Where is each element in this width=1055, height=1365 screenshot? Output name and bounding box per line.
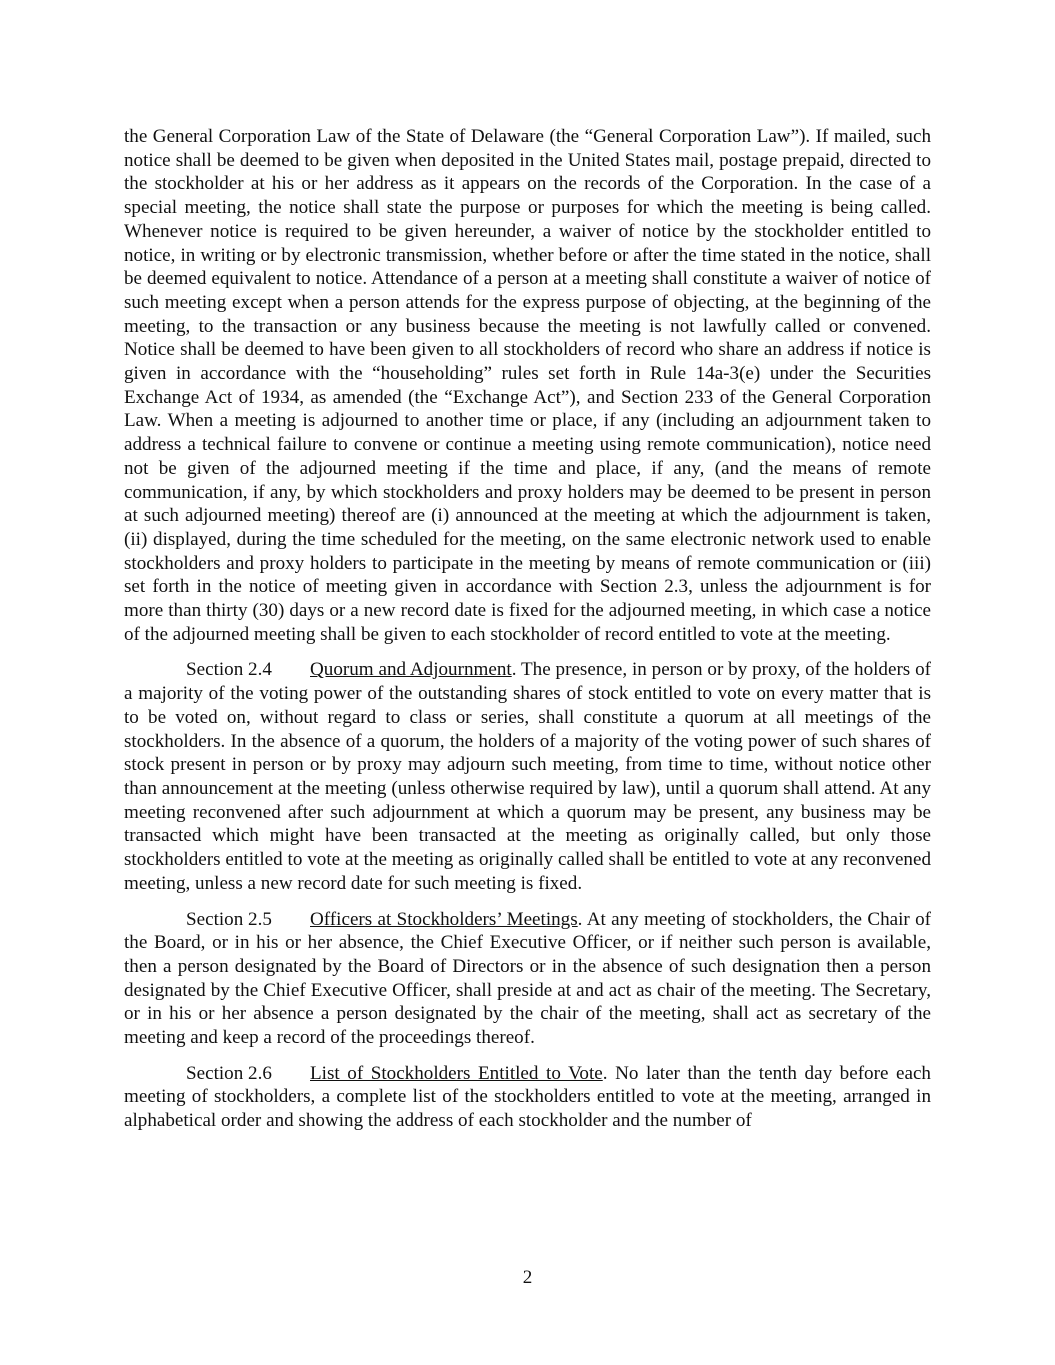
section-2-6-paragraph bbox=[124, 1062, 931, 1133]
section-number: Section 2.5 bbox=[186, 908, 272, 930]
section-title: List of Stockholders Entitled to Vote bbox=[310, 1062, 603, 1084]
section-number: Section 2.4 bbox=[186, 659, 272, 681]
section-body: . The presence, in person or by proxy, of the holders of a majority of the voting power of the outstanding shares of stock entitled to vote on every matter that is to be voted on, without regard to class or series, shall constitute a quorum at all meetings of the stockholders. In the absence of a quorum, the holders of a majority of the voting power of such shares of stock present in person or by proxy may adjourn such meeting, from time to time, without notice other than announcement at the meeting (unless otherwise required by law), until a quorum shall attend. At any meeting reconvened after such adjournment at which a quorum may be present, any business may be transacted which might have been transacted at the meeting as originally called, but only those stockholders entitled to vote at the meeting as originally called shall be entitled to vote at any reconvened meeting, unless a new record date for such meeting is fixed. bbox=[124, 659, 931, 894]
section-title: Quorum and Adjournment bbox=[310, 659, 512, 681]
section-body: . No later than the tenth day before each meeting of stockholders, a complete list of the stockholders entitled to vote at the meeting, arranged in alphabetical order and showing the address of each stockholder and the number of bbox=[124, 1062, 931, 1132]
section-number: Section 2.6 bbox=[186, 1062, 272, 1084]
page-number: 2 bbox=[522, 1267, 533, 1288]
section-body: . At any meeting of stockholders, the Chair of the Board, or in his or her absence, the Chief Executive Officer, or if neither such person is available, then a person designated by the Board of Directors or in the absence of such designation then a person designated by the Chief Executive Officer, shall preside at and act as chair of the meeting. The Secretary, or in his or her absence a person designated by the chair of the meeting, shall act as secretary of the meeting and keep a record of the proceedings thereof. bbox=[124, 908, 931, 1049]
section-2-4-paragraph bbox=[124, 658, 931, 895]
section-2-5-paragraph bbox=[124, 908, 931, 1050]
section-title: Officers at Stockholders’ Meetings bbox=[310, 908, 578, 930]
document-page bbox=[124, 125, 931, 1145]
continuation-paragraph: the General Corporation Law of the State of Delaware (the “General Corporation Law”). If mailed, such notice shall be deemed to be given when deposited in the United States mail, postage prepaid, directed to the stockholder at his or her address as it appears on the records of the Corporation. In the case of a special meeting, the notice shall state the purpose or purposes for which the meeting is being called. Whenever notice is required to be given hereunder, a waiver of notice by the stockholder entitled to notice, in writing or by electronic transmission, whether before or after the time stated in the notice, shall be deemed equivalent to notice. Attendance of a person at a meeting shall constitute a waiver of notice of such meeting except when a person attends for the express purpose of objecting, at the beginning of the meeting, to the transaction or any business because the meeting is not lawfully called or convened. Notice shall be deemed to have been given to all stockholders of record who share an address if notice is given in accordance with the “householding” rules set forth in Rule 14a-3(e) under the Securities Exchange Act of 1934, as amended (the “Exchange Act”), and Section 233 of the General Corporation Law. When a meeting is adjourned to another time or place, if any (including an adjournment taken to address a technical failure to convene or continue a meeting using remote communication), notice need not be given of the adjourned meeting if the time and place, if any, (and the means of remote communication, if any, by which stockholders and proxy holders may be deemed to be present in person at such adjourned meeting) thereof are (i) announced at the meeting at which the adjournment is taken, (ii) displayed, during the time scheduled for the meeting, on the same electronic network used to enable stockholders and proxy holders to participate in the meeting by means of remote communication or (iii) set forth in the notice of meeting given in accordance with Section 2.3, unless the adjournment is for more than thirty (30) days or a new record date is fixed for the adjourned meeting, in which case a notice of the adjourned meeting shall be given to each stockholder of record entitled to vote at the meeting. bbox=[124, 126, 931, 645]
